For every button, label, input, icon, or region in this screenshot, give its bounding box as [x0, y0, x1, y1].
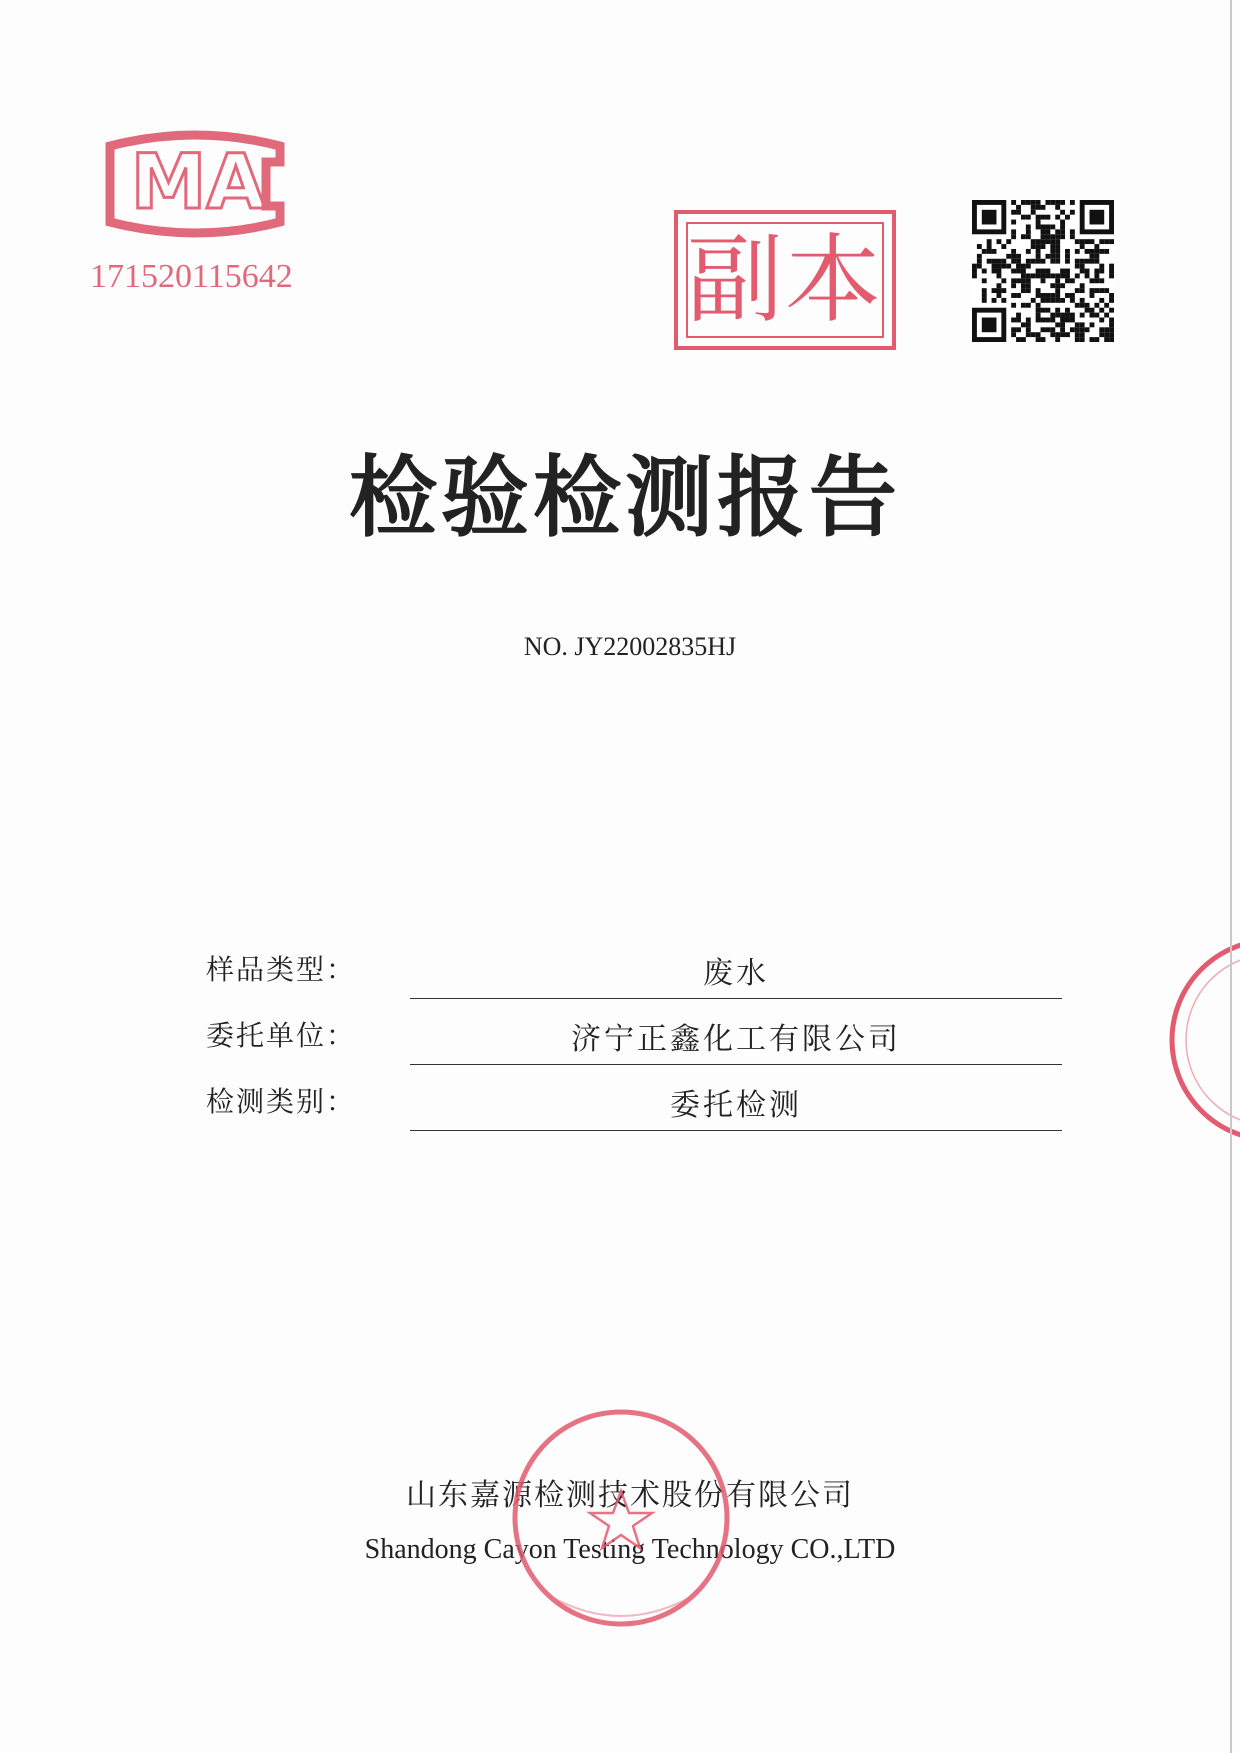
cma-certification-stamp — [90, 128, 310, 308]
edge-seal-icon — [1160, 930, 1240, 1150]
report-title: 检验检测报告 — [348, 446, 901, 549]
info-value: 济宁正鑫化工有限公司 — [571, 1022, 901, 1057]
info-value: 委托检测 — [670, 1088, 802, 1123]
copy-stamp-label: 副本 — [687, 224, 883, 336]
info-value: 废水 — [703, 956, 769, 991]
info-label: 检测类别： — [206, 1085, 357, 1118]
cma-logo-icon — [90, 128, 300, 240]
underline — [410, 1064, 1062, 1065]
info-label: 样品类型： — [206, 953, 357, 986]
copy-stamp — [674, 210, 896, 350]
info-label: 委托单位： — [206, 1019, 357, 1052]
qr-code-icon — [972, 200, 1114, 342]
cma-mark-text: MA — [130, 137, 266, 226]
info-row-sample-type — [206, 948, 1062, 1008]
info-row-test-category — [206, 1080, 1062, 1140]
info-row-client — [206, 1014, 1062, 1074]
page-edge — [1230, 0, 1232, 1753]
cma-number: 171520115642 — [90, 258, 293, 295]
company-seal-icon — [508, 1405, 734, 1631]
company-name-cn: 山东嘉源检测技术股份有限公司 — [406, 1478, 854, 1513]
company-name-en: Shandong Cayon Testing Technology CO.,LTD — [364, 1534, 896, 1565]
underline — [410, 998, 1062, 999]
underline — [410, 1130, 1062, 1131]
report-number: NO. JY22002835HJ — [523, 632, 737, 661]
